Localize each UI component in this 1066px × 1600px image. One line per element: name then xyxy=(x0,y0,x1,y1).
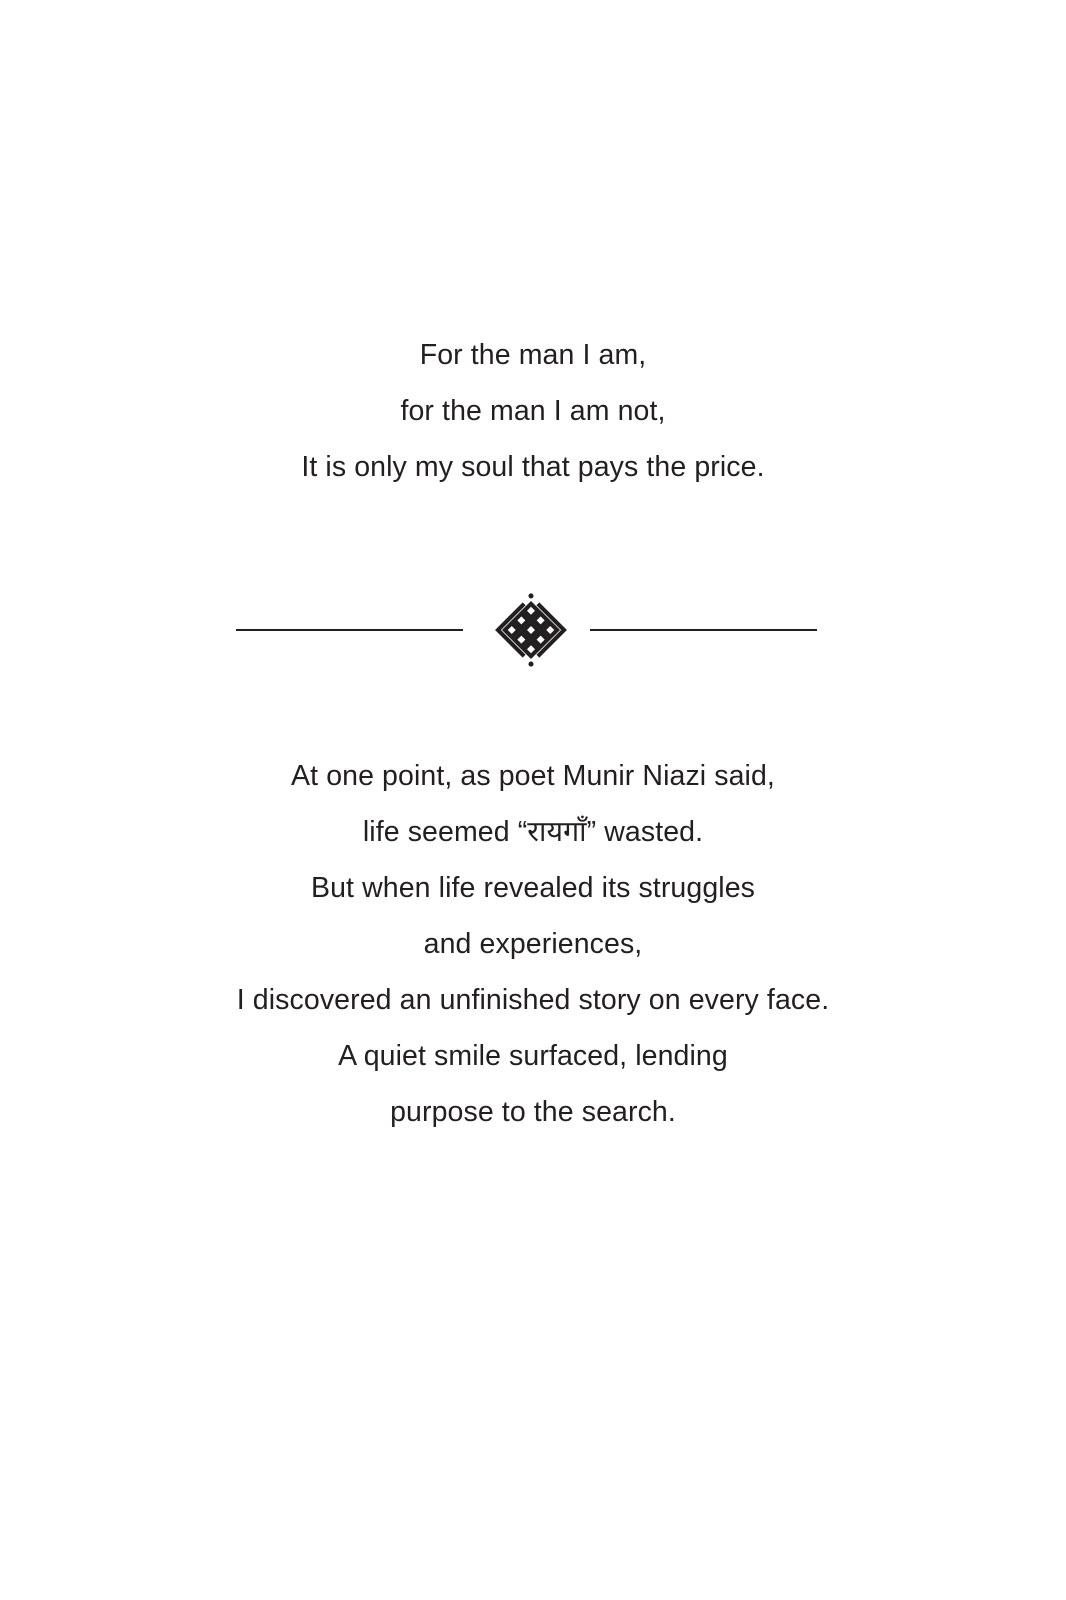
passage-stanza xyxy=(0,748,1066,1140)
passage-line: I discovered an unfinished story on every face. xyxy=(236,984,830,1016)
passage-line: But when life revealed its struggles xyxy=(311,872,755,904)
dedication-line: For the man I am, xyxy=(419,339,647,371)
divider-rule-right xyxy=(590,629,817,631)
dedication-line: for the man I am not, xyxy=(400,395,666,427)
passage-line: At one point, as poet Munir Niazi said, xyxy=(291,760,775,792)
endless-knot-icon xyxy=(494,592,568,668)
passage-line: and experiences, xyxy=(423,928,643,960)
ornamental-divider xyxy=(0,592,1066,668)
dedication-stanza xyxy=(0,327,1066,495)
passage-line: A quiet smile surfaced, lending xyxy=(338,1040,728,1072)
passage-line: purpose to the search. xyxy=(390,1096,676,1128)
passage-line: life seemed “रायगाँ” wasted. xyxy=(362,816,704,848)
dedication-line: It is only my soul that pays the price. xyxy=(301,451,765,483)
divider-rule-left xyxy=(236,629,463,631)
